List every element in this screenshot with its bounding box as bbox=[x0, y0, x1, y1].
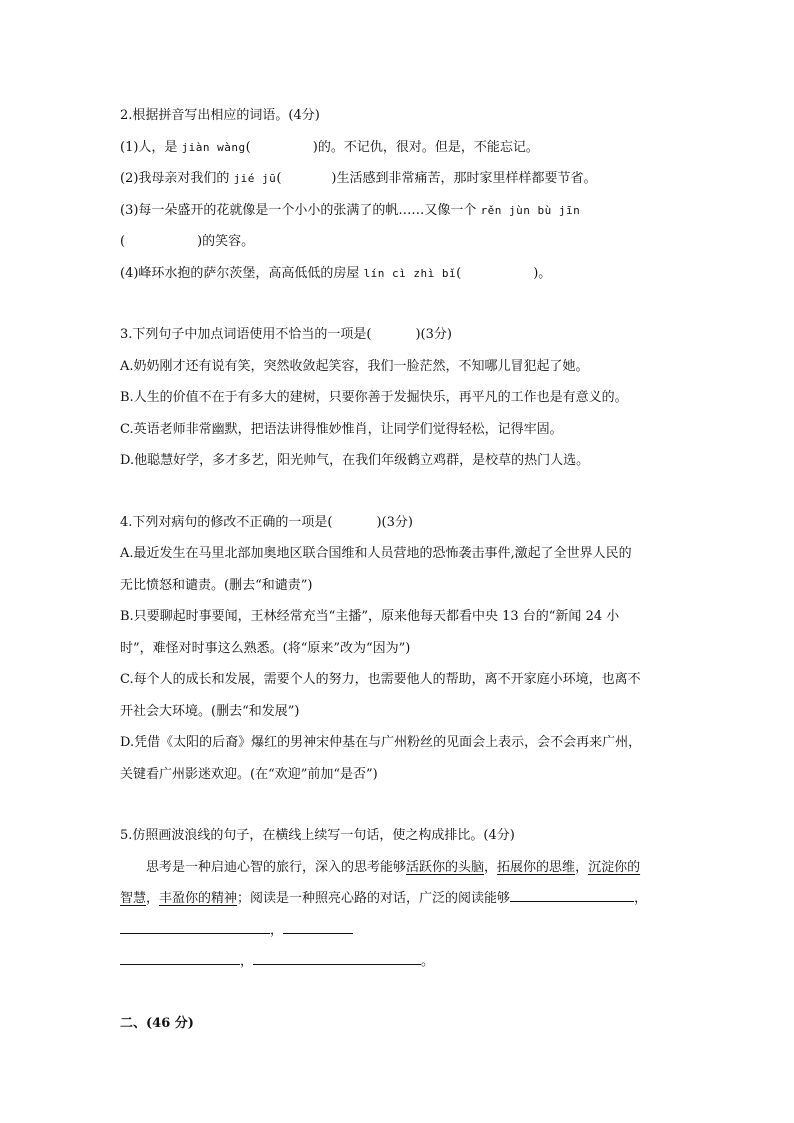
q3-option-b: B.人生的价值不在于有多大的建树，只要你善于发掘快乐，再平凡的工作也是有意义的。 bbox=[120, 390, 628, 405]
q4-option-a-line2: 无比愤怒和谴责。(删去“和谴责”) bbox=[120, 577, 313, 593]
q3-option-d: D.他聪慧好学，多才多艺，阳光帅气，在我们年级鹤立鸡群，是校草的热门人选。 bbox=[120, 453, 590, 468]
wavy-underlined-text: 活跃你的头脑 bbox=[406, 859, 485, 875]
q2-item-3: (3)每一朵盛开的花就像是一个小小的张满了的帆……又像一个 rěn jùn bù jīn bbox=[120, 202, 581, 218]
q4-option-c-line1: C.每个人的成长和发展，需要个人的努力，也需要他人的帮助，离不开家庭小环境，也离不 bbox=[120, 672, 641, 687]
wavy-underlined-text: 智慧 bbox=[120, 891, 147, 906]
pinyin: jié jū bbox=[233, 172, 277, 185]
q2-item-3-cont: ( )的笑容。 bbox=[120, 234, 255, 249]
answer-line[interactable] bbox=[120, 950, 240, 965]
answer-line[interactable] bbox=[510, 887, 634, 902]
q4-title: 4.下列对病句的修改不正确的一项是( )(3分) bbox=[120, 514, 413, 530]
q2-item-2: (2)我母亲对我们的 jié jū( )生活感到非常痛苦，那时家里样样都要节省。 bbox=[120, 171, 597, 186]
q5-paragraph-line2: 智慧，丰盈你的精神；阅读是一种照亮心路的对话，广泛的阅读能够 ， bbox=[120, 883, 680, 915]
q5-paragraph-line1: 思考是一种启迪心智的旅行，深入的思考能够活跃你的头脑，拓展你的思维，沉淀你的 bbox=[146, 859, 641, 875]
answer-line[interactable] bbox=[120, 919, 270, 934]
answer-line[interactable] bbox=[283, 919, 353, 934]
section-2-heading: 二、(46 分) bbox=[120, 1015, 194, 1031]
q5-title: 5.仿照画波浪线的句子，在横线上续写一句话，使之构成排比。(4分) bbox=[120, 828, 515, 843]
q4-option-b-line1: B.只要聊起时事要闻，王林经常充当“主播”，原来他每天都看中央 13 台的“新闻 24 小 bbox=[120, 609, 620, 624]
q3-option-a: A.奶奶刚才还有说有笑，突然收敛起笑容，我们一脸茫然，不知哪儿冒犯起了她。 bbox=[120, 358, 589, 374]
q2-title: 2.根据拼音写出相应的词语。(4分) bbox=[120, 108, 320, 123]
pinyin: lín cì zhì bǐ bbox=[363, 266, 457, 280]
q3-option-c: C.英语老师非常幽默，把语法讲得惟妙惟肖，让同学们觉得轻松，记得牢固。 bbox=[120, 421, 563, 437]
q5-answer-line4: ， 。 bbox=[120, 946, 680, 978]
q4-option-b-line2: 时”，难怪对时事这么熟悉。(将“原来”改为“因为”) bbox=[120, 640, 411, 656]
q4-option-d-line1: D.凭借《太阳的后裔》爆红的男神宋仲基在与广州粉丝的见面会上表示，会不会再来广州， bbox=[120, 735, 642, 750]
q4-option-c-line2: 开社会大环境。(删去“和发展”) bbox=[120, 703, 300, 719]
answer-line[interactable] bbox=[253, 950, 421, 965]
wavy-underlined-text: 丰盈你的精神 bbox=[159, 891, 238, 906]
pinyin: jiàn wàng bbox=[181, 140, 246, 154]
pinyin: rěn jùn bù jīn bbox=[480, 203, 581, 217]
q3-title: 3.下列句子中加点词语使用不恰当的一项是( )(3分) bbox=[120, 327, 452, 342]
q4-option-a-line1: A.最近发生在马里北部加奥地区联合国维和人员营地的恐怖袭击事件,激起了全世界人民的 bbox=[120, 546, 632, 561]
q5-answer-line3: ， bbox=[120, 915, 680, 947]
exam-page bbox=[120, 100, 680, 1039]
q4-option-d-line2: 关键看广州影迷欢迎。(在“欢迎”前加“是否”) bbox=[120, 766, 378, 782]
q2-item-1: (1)人，是 jiàn wàng( )的。不记仇，很对。但是，不能忘记。 bbox=[120, 139, 539, 155]
q2-item-4: (4)峰环水抱的萨尔茨堡，高高低低的房屋 lín cì zhì bǐ( )。 bbox=[120, 265, 552, 281]
wavy-underlined-text: 沉淀你的 bbox=[588, 859, 641, 875]
wavy-underlined-text: 拓展你的思维 bbox=[497, 859, 576, 875]
